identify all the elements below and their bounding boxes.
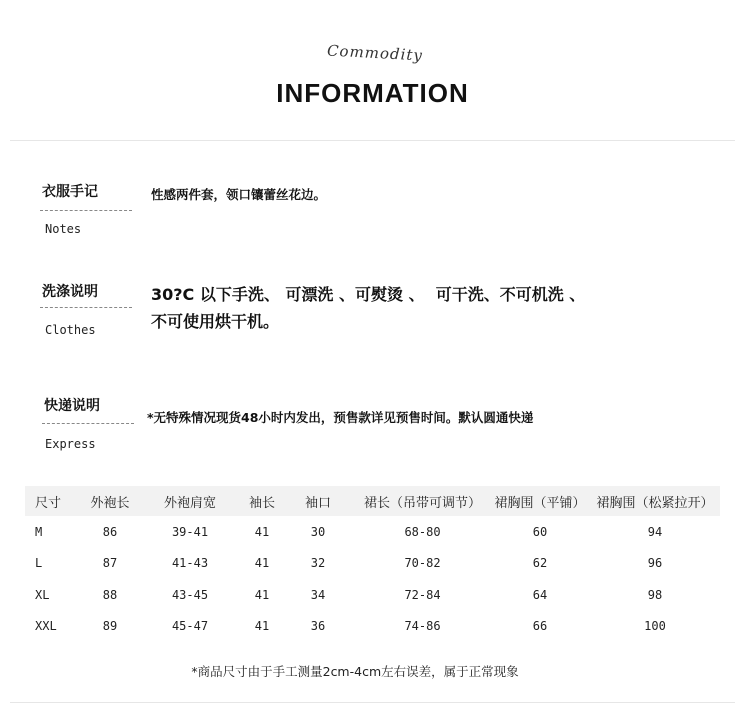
wash-instructions-line1: 30?C 以下手洗、 可漂洗 、可熨烫 、 可干洗、不可机洗 、 [151, 285, 586, 304]
table-cell: 41 [254, 556, 270, 571]
table-cell: 43-45 [171, 587, 209, 602]
express-label: 快递说明 [44, 398, 100, 414]
table-cell: 41 [254, 524, 270, 539]
table-cell: 41-43 [171, 556, 209, 571]
table-cell: 88 [102, 587, 118, 602]
express-sub-label: Express [45, 437, 96, 451]
table-cell: 62 [532, 556, 548, 571]
notes-text: 性感两件套，领口镶蕾丝花边。 [151, 187, 327, 202]
wash-dotted-divider [40, 307, 132, 308]
table-cell: 74-86 [404, 619, 441, 634]
table-cell: XXL [35, 619, 57, 634]
column-header: 外袍肩宽 [137, 486, 243, 516]
information-title: INFORMATION [276, 78, 469, 108]
table-cell: 94 [647, 524, 663, 539]
bottom-divider [10, 702, 735, 703]
column-header: 裙长（吊带可调节） [355, 486, 490, 516]
table-cell: M [35, 524, 43, 539]
table-cell: 68-80 [404, 524, 441, 539]
column-header: 裙胸围（平铺） [490, 486, 590, 516]
table-cell: 41 [254, 587, 270, 602]
table-cell: 45-47 [171, 619, 209, 634]
table-cell: L [35, 556, 43, 571]
column-header: 袖长 [243, 486, 281, 516]
table-cell: 98 [647, 587, 663, 602]
table-cell: 66 [532, 619, 548, 634]
table-cell: 30 [310, 524, 326, 539]
table-cell: XL [35, 587, 50, 602]
table-row [25, 579, 720, 611]
size-table [25, 486, 720, 642]
notes-dotted-divider [40, 210, 132, 211]
table-cell: 86 [102, 524, 118, 539]
column-header: 外袍长 [83, 486, 137, 516]
table-cell: 70-82 [404, 556, 441, 571]
wash-sub-label: Clothes [45, 323, 96, 337]
column-header: 裙胸围（松紧拉开） [590, 486, 720, 516]
table-cell: 96 [647, 556, 663, 571]
table-row [25, 611, 720, 643]
table-cell: 64 [532, 587, 548, 602]
wash-label: 洗涤说明 [42, 284, 98, 300]
top-divider [10, 140, 735, 141]
column-header: 尺寸 [25, 486, 83, 516]
express-dotted-divider [42, 423, 134, 424]
express-text: *无特殊情况现货48小时内发出，预售款详见预售时间。默认圆通快递 [147, 410, 534, 425]
table-cell: 41 [254, 619, 270, 634]
table-cell: 100 [644, 619, 666, 634]
table-row [25, 548, 720, 580]
table-cell: 32 [310, 556, 326, 571]
measurement-footnote: *商品尺寸由于手工测量2cm-4cm左右误差，属于正常现象 [191, 664, 519, 679]
table-cell: 89 [102, 619, 118, 634]
table-cell: 72-84 [404, 587, 441, 602]
size-table-header-row [25, 486, 720, 516]
table-cell: 36 [310, 619, 326, 634]
table-row [25, 516, 720, 548]
table-cell: 60 [532, 524, 548, 539]
table-cell: 34 [310, 587, 326, 602]
wash-instructions-line2: 不可使用烘干机。 [151, 312, 280, 331]
commodity-script-title: Commodity [326, 41, 424, 65]
notes-sub-label: Notes [45, 222, 82, 236]
notes-label: 衣服手记 [42, 184, 98, 200]
column-header: 袖口 [281, 486, 355, 516]
table-cell: 39-41 [171, 524, 209, 539]
table-cell: 87 [102, 556, 118, 571]
